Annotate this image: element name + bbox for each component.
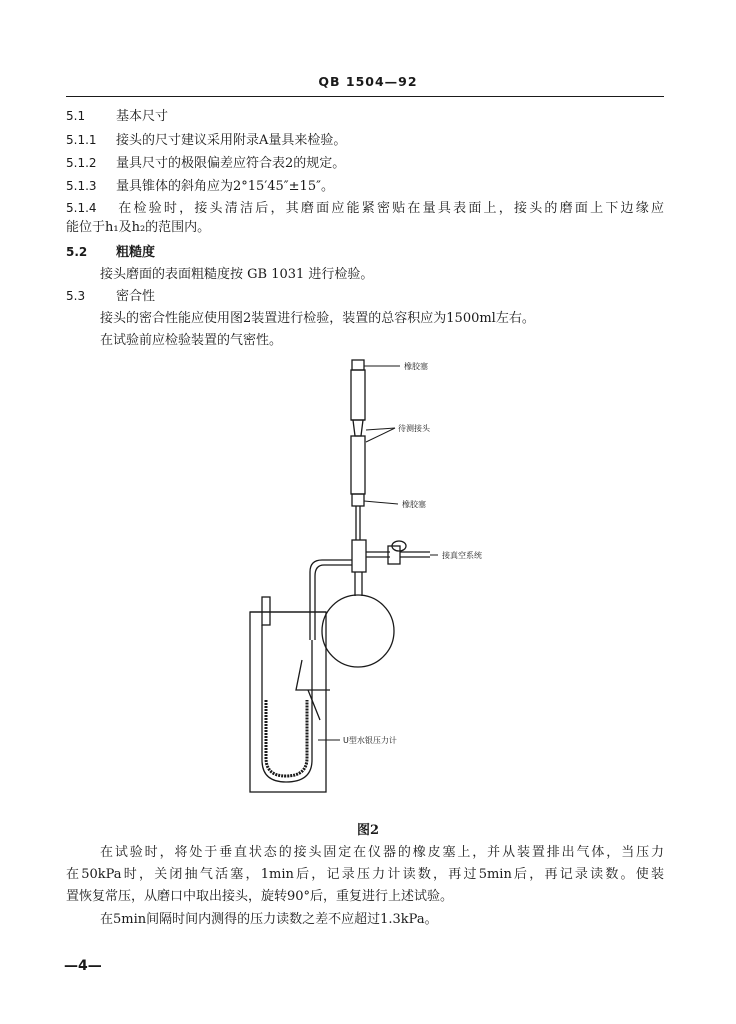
section-text: 在检验时，接头清洁后，其磨面应能紧密贴在量具表面上，接头的磨面上下边缘应 (116, 201, 664, 216)
section-5-1-4-line2: 能位于h₁及h₂的范围内。 (66, 220, 211, 235)
figure-caption: 图2 (356, 823, 380, 838)
label-rubber-plug: 橡胶塞 (404, 362, 428, 371)
u-tube-glass (262, 625, 312, 782)
section-number: 5.1.2 (66, 156, 97, 170)
mercury-column (266, 700, 307, 776)
test-paragraph-line1: 在试验时，将处于垂直状态的接头固定在仪器的橡皮塞上，并从装置排出气体，当压力 (100, 845, 664, 860)
section-text: 接头的尺寸建议采用附录A量具来检验。 (116, 133, 347, 148)
section-number: 5.3 (66, 289, 86, 303)
test-paragraph-line3: 置恢复常压，从磨口中取出接头，旋转90°后，重复进行上述试验。 (66, 889, 454, 904)
top-rubber-plug (352, 360, 364, 370)
page-number: —4— (64, 958, 102, 974)
label-vacuum: 接真空系统 (442, 551, 482, 560)
manometer-tube (310, 560, 352, 640)
section-5-2-text: 接头磨面的表面粗糙度按 GB 1031 进行检验。 (100, 267, 374, 282)
section-number: 5.1 (66, 109, 86, 123)
section-number: 5.1.4 (66, 201, 97, 215)
tested-joint-taper (353, 420, 363, 436)
section-number: 5.1.1 (66, 133, 97, 147)
page-header: QB 1504—92 (318, 74, 418, 89)
section-number: 5.1.3 (66, 179, 97, 193)
section-title: 基本尺寸 (116, 109, 169, 124)
section-text: 量具锥体的斜角应为2°15′45″±15″。 (116, 179, 334, 194)
stopcock-body (352, 540, 366, 572)
section-title: 密合性 (116, 289, 156, 304)
upper-tube (351, 370, 365, 420)
label-rubber-stopper: 橡胶塞 (402, 500, 426, 509)
section-number: 5.2 (66, 245, 88, 259)
rubber-stopper (352, 494, 364, 506)
manometer-clamp-left (262, 597, 270, 625)
section-5-3-text-2: 在试验前应检验装置的气密性。 (100, 333, 283, 348)
label-manometer: U型水银压力计 (343, 736, 397, 745)
section-text: 量具尺寸的极限偏差应符合表2的规定。 (116, 156, 346, 171)
test-paragraph-line2: 在50kPa时，关闭抽气活塞，1min后，记录压力计读数，再过5min后，再记录读数。使装 (66, 867, 664, 882)
middle-tube (351, 436, 365, 494)
round-flask (322, 595, 394, 667)
section-title: 粗糙度 (116, 245, 156, 260)
label-tested-joint: 待测接头 (398, 424, 430, 433)
section-5-3-text-1: 接头的密合性能应使用图2装置进行检验，装置的总容积应为1500ml左右。 (100, 311, 535, 326)
requirement-paragraph: 在5min间隔时间内测得的压力读数之差不应超过1.3kPa。 (100, 912, 438, 927)
